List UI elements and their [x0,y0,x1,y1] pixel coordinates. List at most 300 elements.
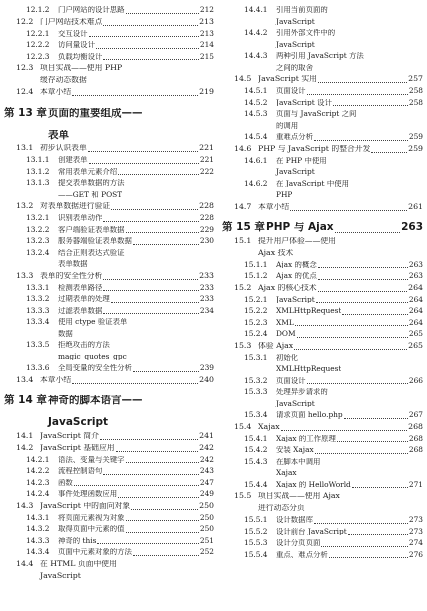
toc-page-number: 267 [408,410,423,420]
toc-leader-dots [111,297,199,302]
toc-leader-dots [126,458,199,463]
toc-entry [4,314,214,326]
toc-entry-title: JavaScript [276,168,315,176]
toc-entry-number: 14.3.3 [26,535,50,545]
toc-entry-number: 15.2.2 [244,306,268,316]
toc-entry-title: 之间的取舍 [276,63,313,71]
toc-leader-dots [307,379,408,384]
toc-entry-title: 创建表单 [58,156,88,164]
toc-entry-title: Ajax 的优点 [276,272,317,280]
toc-entry-number: 12.1.2 [26,5,50,15]
toc-entry-number: 15.4.4 [244,479,268,489]
toc-entry-title: JavaScript [40,571,81,580]
toc-entry-title: 缓存动态数据 [40,76,87,84]
toc-page-number: 213 [199,28,214,38]
toc-entry-number: 14.2 [16,442,34,452]
toc-entry [222,407,423,419]
toc-entry-number: 13.2.4 [26,247,50,257]
toc-entry-title: 对表单数据进行验证 [40,202,111,210]
toc-entry-title: 过滤表单数据 [58,306,103,314]
toc-page-number: 252 [199,547,214,557]
toc-page-number: 263 [408,259,423,269]
toc-entry [4,2,214,14]
toc-page-number: 212 [199,5,214,15]
toc-entry-title: 在 PHP 中使用 [276,156,327,164]
toc-entry-title: JavaScript 实用 [258,75,317,83]
toc-page-number: 263 [408,271,423,281]
toc-entry [222,14,423,26]
toc-leader-dots [348,530,408,535]
toc-page-number: 274 [408,538,423,548]
toc-entry [222,292,423,304]
toc-entry [222,524,423,536]
toc-entry [222,535,423,547]
toc-leader-dots [100,434,198,439]
toc-entry [222,326,423,338]
toc-entry [4,49,214,61]
toc-leader-dots [318,263,408,268]
toc-entry-number: 14.3.1 [26,512,50,522]
toc-entry-number: 15.2.1 [244,294,268,304]
toc-entry-number: 13.3.6 [26,363,50,373]
toc-entry [222,245,423,257]
toc-entry [222,280,423,292]
toc-page-number: 215 [199,51,214,61]
toc-entry-title: 负载均衡设计 [58,52,103,60]
toc-entry [222,350,423,362]
toc-entry-title: 的调用 [276,121,299,129]
toc-entry-number: 13.1 [16,143,34,153]
toc-entry-number: 12.2.1 [26,28,50,38]
toc-entry [4,14,214,26]
toc-entry-number: 15.3.1 [244,352,268,362]
toc-page-number: 263 [401,221,423,233]
toc-leader-dots [329,553,408,558]
toc-entry [4,256,214,268]
toc-entry-title: 页面设计 [276,376,306,384]
toc-entry-title: 重点、难点分析 [276,550,328,558]
toc-chapter-entry [4,384,214,406]
toc-entry-number: 14.4.1 [244,5,268,15]
toc-entry-title: 门户网站技术难点 [40,17,103,26]
toc-page-number: 242 [199,454,214,464]
toc-entry-number: 15.2.4 [244,329,268,339]
toc-entry [4,533,214,545]
toc-entry [4,291,214,303]
toc-entry-title: PHP 与 Ajax [266,222,334,233]
toc-entry-title: 服务器端验证表单数据 [58,237,132,245]
toc-page-number: 222 [199,166,214,176]
toc-entry-number: 14.4.3 [244,51,268,61]
toc-leader-dots [111,205,198,210]
toc-entry-title: PHP [276,191,293,199]
toc-entry [222,361,423,373]
toc-entry-title: 表单的安全性分析 [40,271,103,280]
toc-entry-title: 表单数据 [58,260,88,268]
toc-entry-title: Ajax 的核心技术 [258,283,317,292]
toc-entry [4,198,214,210]
toc-entry-number: 13.1.1 [26,155,50,165]
toc-entry [4,486,214,498]
toc-page-number: 233 [199,294,214,304]
toc-page-number: 258 [408,97,423,107]
toc-leader-dots [118,492,199,497]
toc-leader-dots [335,226,401,233]
toc-entry-number: 13.3.3 [26,305,50,315]
toc-entry-title: 进行动态分页 [258,504,305,512]
toc-entry-number: 15.4.2 [244,445,268,455]
toc-entry [4,187,214,199]
toc-page-number: 258 [408,86,423,96]
toc-leader-dots [126,516,199,521]
toc-entry-number: 12.4 [16,87,34,97]
toc-leader-dots [281,425,407,430]
toc-entry-title: 安装 Xajax [276,446,314,454]
toc-leader-dots [133,550,199,555]
toc-entry-title: 门户网站的设计思路 [58,6,125,14]
toc-entry-number: 13.3.1 [26,282,50,292]
toc-entry-title: 拒绝攻击的方法 [58,341,110,349]
toc-leader-dots [126,527,199,532]
toc-entry [222,60,423,72]
toc-entry-number: 第 13 章 [4,106,47,119]
toc-entry [4,521,214,533]
toc-entry-title: 使用 ctype 验证表单 [58,318,128,326]
toc-entry-title: JavaScript 中的面向对象 [40,501,131,510]
toc-entry-title: 流程控制语句 [58,467,103,475]
toc-page-number: 261 [408,201,423,211]
toc-entry [222,106,423,118]
toc-entry [222,83,423,95]
toc-entry-title: 本章小结 [40,375,72,384]
toc-entry-title: 数据 [58,329,73,337]
toc-page-number: 243 [199,466,214,476]
toc-page-number: 239 [199,363,214,373]
toc-entry-number: 15.1.1 [244,259,268,269]
toc-entry-title: 页面与 JavaScript 之间 [276,110,357,118]
toc-entry [4,440,214,452]
toc-leader-dots [96,43,199,48]
toc-entry-title: Xajax [258,422,280,431]
toc-leader-dots [103,216,199,221]
toc-entry-title: 在 HTML 页面中使用 [40,559,117,568]
toc-page-number: 251 [199,535,214,545]
toc-page-number: 276 [408,549,423,559]
toc-entry [222,153,423,165]
toc-page-number: 264 [408,306,423,316]
toc-leader-dots [307,89,408,94]
toc-leader-dots [103,20,198,25]
toc-leader-dots [333,101,408,106]
toc-entry-title: JavaScript 简介 [40,431,99,440]
toc-entry [4,452,214,464]
toc-page-number: 266 [408,375,423,385]
toc-page-number: 259 [408,132,423,142]
toc-entry-number: 15.5.1 [244,515,268,525]
toc-entry-number: 第 14 章 [4,394,47,406]
toc-page-number: 228 [199,213,214,223]
toc-leader-dots [72,91,198,96]
toc-entry-number: 12.2 [16,16,34,26]
toc-entry [222,37,423,49]
toc-entry-number: 13.2.3 [26,236,50,246]
toc-entry-title: XMLHttpRequest [276,307,342,315]
toc-entry-title: 项目实战——使用 Ajax [258,492,340,500]
toc-entry-number: 13.3 [16,270,34,280]
toc-entry-title: 检测表单路径 [58,283,103,291]
toc-leader-dots [103,309,199,314]
toc-entry-title: DOM [276,330,296,338]
toc-page-number: 228 [199,201,214,211]
toc-entry-title: 设计分页页面 [276,539,321,547]
toc-entry-title: 语法、变量与关键字 [58,455,125,463]
toc-entry [222,419,423,431]
toc-leader-dots [97,539,198,544]
toc-leader-dots [74,481,199,486]
toc-page-number: 249 [199,489,214,499]
toc-page-number: 264 [408,294,423,304]
toc-entry [4,360,214,372]
toc-leader-dots [133,239,199,244]
toc-page-number: 250 [199,524,214,534]
toc-leader-dots [116,446,199,451]
toc-leader-dots [321,541,408,546]
toc-entry [4,303,214,315]
toc-entry-title: 项目实战——使用 PHP [40,64,123,72]
toc-entry-number: 14.5.4 [244,132,268,142]
toc-entry [4,544,214,556]
toc-leader-dots [344,413,408,418]
toc-entry-number: 14.7 [234,201,252,211]
toc-entry [4,463,214,475]
toc-entry-title: Xajax 的 HelloWorld [276,480,351,488]
toc-entry [222,187,423,199]
toc-entry [222,431,423,443]
toc-entry-number: 15.4.3 [244,456,268,466]
toc-entry [4,26,214,38]
toc-entry-title: 页面的重要组成—— [48,107,143,118]
toc-page-number: 247 [199,477,214,487]
toc-entry [222,396,423,408]
toc-entry [4,210,214,222]
toc-entry [4,326,214,338]
toc-leader-dots [103,55,199,60]
toc-entry-title: JavaScript [276,40,315,48]
toc-entry-title: 请求页面 hello.php [276,411,343,419]
toc-entry-title: 本章小结 [258,202,290,211]
toc-entry-title: ——GET 和 POST [58,190,123,198]
toc-entry-number: 14.3 [16,500,34,510]
toc-entry-title: Xajax 的工作原理 [276,434,336,442]
toc-entry-number: 15.5.2 [244,526,268,536]
toc-entry-number: 14.5.3 [244,109,268,119]
toc-entry-number: 13.2.2 [26,224,50,234]
toc-entry [222,315,423,327]
toc-entry [4,349,214,361]
toc-entry-title: 页面设计 [276,87,306,95]
toc-entry-title: 客户端验证表单数据 [58,225,125,233]
toc-entry-number: 14.4.2 [244,28,268,38]
toc-entry [4,372,214,384]
toc-page-number: 214 [199,40,214,50]
toc-leader-dots [318,274,408,279]
toc-page-number: 265 [408,340,423,350]
toc-entry-number: 15.2.3 [244,317,268,327]
toc-page-number: 233 [199,282,214,292]
toc-entry [222,338,423,350]
toc-entry-title: 处理异步请求的 [276,388,328,396]
toc-entry [222,71,423,83]
toc-entry-number: 15.2 [234,282,252,292]
toc-entry-title: 本章小结 [40,88,72,96]
toc-entry-title: XML [276,318,294,326]
toc-entry [222,373,423,385]
toc-leader-dots [337,437,408,442]
toc-entry-title: 全局变量的安全性分析 [58,364,132,372]
toc-entry [4,175,214,187]
toc-entry-title: 设计前台 JavaScript [276,527,347,535]
toc-entry-title: 初步认识表单 [40,144,87,152]
toc-right-column [222,2,423,558]
toc-page-number: 273 [408,515,423,525]
toc-entry-number: 12.2.3 [26,51,50,61]
toc-entry [4,164,214,176]
toc-entry-number: 14.2.3 [26,477,50,487]
toc-entry-number: 15.3 [234,340,252,350]
toc-leader-dots [294,344,407,349]
toc-leader-dots [297,332,408,337]
toc-entry-title: 设计数据库 [276,516,313,524]
toc-entry-number: 12.2.2 [26,40,50,50]
toc-leader-dots [318,286,408,291]
toc-entry-title: JavaScript 基础应用 [40,443,115,452]
toc-entry [222,2,423,14]
toc-entry-title: 页面中元素对象的方法 [58,548,132,556]
toc-page-number: 259 [408,143,423,153]
toc-entry-number: 14.6.1 [244,155,268,165]
toc-entry-number: 14.5.1 [244,86,268,96]
toc-entry-number: 13.3.5 [26,340,50,350]
toc-entry [4,498,214,510]
toc-entry-title: PHP 与 JavaScript 的整合开发 [258,144,371,153]
toc-entry-number: 15.5.4 [244,549,268,559]
toc-entry-title: JavaScript 设计 [276,98,332,106]
toc-leader-dots [290,205,407,210]
toc-entry-title: Ajax 的概念 [276,260,317,268]
toc-page-number: 229 [199,224,214,234]
toc-page-number: 240 [199,374,214,384]
toc-page-number: 233 [199,270,214,280]
toc-entry-title: 神奇的脚本语言—— [48,395,143,406]
toc-entry [4,72,214,84]
toc-chapter-entry [222,211,423,233]
toc-entry-number: 15.5.3 [244,538,268,548]
toc-leader-dots [295,321,408,326]
toc-entry-title: 访问量设计 [58,41,95,49]
toc-page-number: 234 [199,305,214,315]
toc-entry [4,222,214,234]
toc-entry-number: 13.1.2 [26,166,50,176]
toc-entry [222,233,423,245]
toc-page-number: 213 [199,16,214,26]
toc-entry [222,141,423,153]
toc-entry [222,465,423,477]
toc-leader-dots [315,448,408,453]
toc-entry [222,442,423,454]
toc-entry-number: 13.1.3 [26,178,50,188]
toc-leader-dots [318,78,407,83]
toc-entry-title: JavaScript [48,417,109,428]
toc-leader-dots [314,135,408,140]
toc-left-column [4,2,214,580]
toc-entry-title: 识别表单动作 [58,214,103,222]
toc-entry [4,245,214,257]
toc-page-number: 250 [199,500,214,510]
toc-entry-number: 14.2.4 [26,489,50,499]
toc-entry [222,547,423,559]
toc-entry-number: 14.1 [16,430,34,440]
toc-leader-dots [103,469,199,474]
toc-leader-dots [126,8,199,13]
toc-entry [222,477,423,489]
toc-entry-title: 体验 Ajax [258,341,294,350]
toc-entry-number: 14.3.4 [26,547,50,557]
toc-entry-number: 15.5 [234,491,252,501]
toc-entry [4,268,214,280]
toc-entry [4,556,214,568]
toc-entry-title: 表单 [48,129,69,140]
toc-entry [222,512,423,524]
toc-entry [4,140,214,152]
toc-entry-title: XMLHttpRequest [276,365,342,373]
toc-page-number: 250 [199,512,214,522]
toc-entry-number: 13.2 [16,201,34,211]
toc-page-number: 268 [408,445,423,455]
toc-page-number: 268 [408,421,423,431]
toc-entry [222,95,423,107]
toc-entry [222,118,423,130]
toc-leader-dots [352,483,408,488]
toc-entry-title: 在 JavaScript 中使用 [276,179,350,187]
toc-entry [222,500,423,512]
toc-entry-number: 13.3.2 [26,294,50,304]
toc-page-number: 221 [199,155,214,165]
toc-entry [222,384,423,396]
toc-entry-number: 14.6 [234,143,252,153]
toc-entry-title: 在脚本中调用 [276,457,321,465]
toc-entry [4,337,214,349]
toc-entry-title: 初始化 [276,353,299,361]
toc-page-number: 268 [408,433,423,443]
toc-entry [4,568,214,580]
toc-page-number: 265 [408,329,423,339]
toc-entry-title: JavaScript [276,295,315,303]
toc-page-number: 242 [199,442,214,452]
toc-leader-dots [133,366,199,371]
toc-leader-dots [131,504,198,509]
toc-entry [4,475,214,487]
toc-entry [4,84,214,96]
toc-page-number: 241 [199,430,214,440]
toc-entry [4,510,214,522]
toc-page-number: 264 [408,282,423,292]
toc-chapter-entry [4,118,214,140]
toc-entry-title: 重难点分析 [276,133,313,141]
toc-entry-number: 第 15 章 [222,221,265,233]
toc-entry-number: 14.4 [16,558,34,568]
toc-page-number: 257 [408,74,423,84]
toc-entry [4,37,214,49]
